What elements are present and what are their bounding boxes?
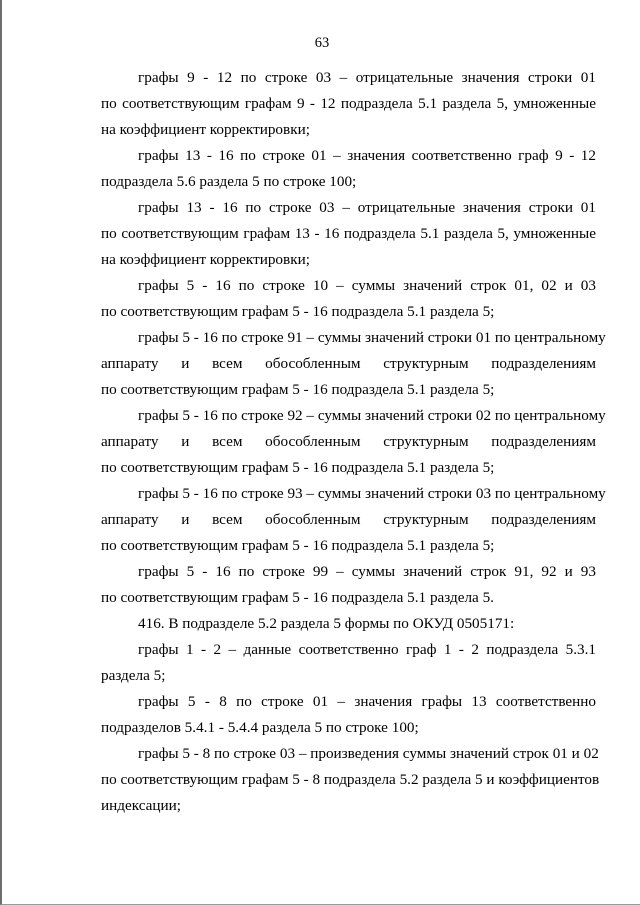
paragraph	[101, 403, 606, 481]
paragraph	[101, 611, 596, 637]
document-body	[101, 65, 606, 819]
paragraph	[101, 65, 596, 143]
paragraph	[101, 741, 600, 819]
paragraph	[101, 195, 596, 273]
text-line: графы 5 - 16 по строке 92 – суммы значений строки 02 по центральному	[138, 407, 606, 424]
text-line: графы 5 - 16 по строке 91 – суммы значений строки 01 по центральному	[138, 329, 606, 346]
text-line: графы 9 - 12 по строке 03 – отрицательные значения строки 01	[138, 69, 596, 86]
text-line: по соответствующим графам 5 - 16 подраздела 5.1 раздела 5;	[101, 537, 495, 554]
text-line: по соответствующим графам 5 - 16 подраздела 5.1 раздела 5;	[101, 381, 495, 398]
text-line: подраздела 5.6 раздела 5 по строке 100;	[101, 173, 357, 190]
paragraph	[101, 325, 606, 403]
text-line: аппарату и всем обособленным структурным подразделениям	[101, 433, 596, 450]
text-line: 416. В подразделе 5.2 раздела 5 формы по ОКУД 0505171:	[138, 615, 515, 632]
text-line: по соответствующим графам 5 - 16 подраздела 5.1 раздела 5.	[101, 589, 494, 606]
paragraph	[101, 559, 596, 611]
paragraph	[101, 481, 606, 559]
text-line: аппарату и всем обособленным структурным подразделениям	[101, 511, 596, 528]
text-line: графы 1 - 2 – данные соответственно граф 1 - 2 подраздела 5.3.1	[138, 641, 596, 658]
text-line: на коэффициент корректировки;	[101, 121, 310, 138]
text-line: по соответствующим графам 5 - 8 подраздела 5.2 раздела 5 и коэффициентов	[101, 771, 600, 788]
paragraph	[101, 143, 596, 195]
text-line: графы 5 - 16 по строке 93 – суммы значений строки 03 по центральному	[138, 485, 606, 502]
text-line: графы 5 - 8 по строке 03 – произведения суммы значений строк 01 и 02	[138, 745, 599, 762]
text-line: по соответствующим графам 5 - 16 подраздела 5.1 раздела 5;	[101, 303, 495, 320]
text-line: раздела 5;	[101, 667, 166, 684]
text-line: на коэффициент корректировки;	[101, 251, 310, 268]
text-line: графы 5 - 8 по строке 01 – значения графы 13 соответственно	[138, 693, 596, 710]
text-line: графы 13 - 16 по строке 01 – значения соответственно граф 9 - 12	[138, 147, 596, 164]
paragraph	[101, 273, 596, 325]
text-line: аппарату и всем обособленным структурным подразделениям	[101, 355, 596, 372]
text-line: графы 5 - 16 по строке 99 – суммы значений строк 91, 92 и 93	[138, 563, 596, 580]
text-line: графы 13 - 16 по строке 03 – отрицательные значения строки 01	[138, 199, 596, 216]
text-line: по соответствующим графам 5 - 16 подраздела 5.1 раздела 5;	[101, 459, 495, 476]
text-line: по соответствующим графам 13 - 16 подраздела 5.1 раздела 5, умноженные	[101, 225, 596, 242]
text-line: графы 5 - 16 по строке 10 – суммы значений строк 01, 02 и 03	[138, 277, 596, 294]
text-line: индексации;	[101, 797, 181, 814]
page-number: 63	[314, 35, 330, 51]
text-line: по соответствующим графам 9 - 12 подраздела 5.1 раздела 5, умноженные	[101, 95, 596, 112]
paragraph	[101, 689, 596, 741]
text-line: подразделов 5.4.1 - 5.4.4 раздела 5 по строке 100;	[101, 719, 419, 736]
paragraph	[101, 637, 596, 689]
